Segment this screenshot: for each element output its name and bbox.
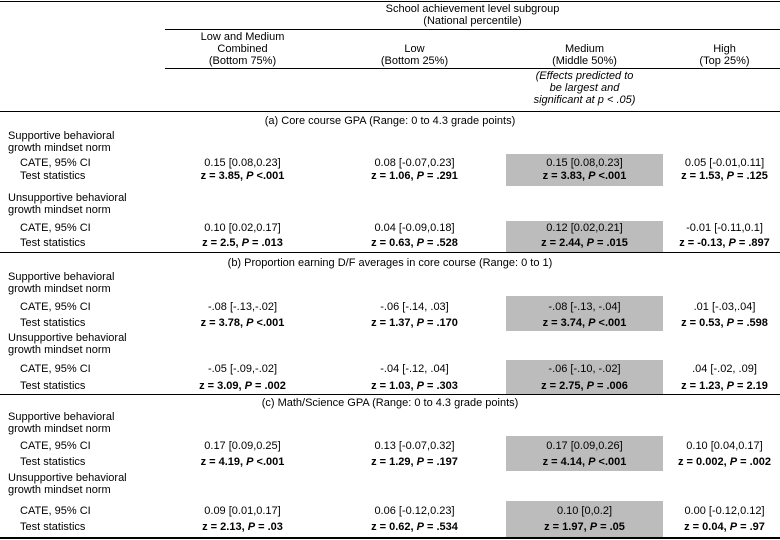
medium-note-line3: significant at p < .05) (533, 94, 636, 106)
c-uns-test-low: z = 0.62, P = .534 (371, 521, 458, 533)
section-b-unsupportive-test-label: Test statistics (20, 380, 86, 392)
section-b-supportive-label-2: growth mindset norm (8, 283, 111, 295)
a-uns-cate-medium: 0.12 [0.02,0.21] (546, 222, 623, 234)
section-a-supportive-label-2: growth mindset norm (8, 142, 111, 154)
a-sup-test-low: z = 1.06, P = .291 (371, 170, 458, 182)
col-header-combined-line1: Low and Medium (200, 31, 285, 43)
section-c-supportive-label-1: Supportive behavioral (8, 411, 115, 423)
c-uns-test-combined: z = 2.13, P = .03 (202, 521, 283, 533)
col-header-combined-line3: (Bottom 75%) (208, 55, 277, 67)
c-uns-cate-combined: 0.09 [0.01,0.17] (204, 505, 281, 517)
b-uns-cate-low: -.04 [-.12, .04] (380, 363, 449, 375)
a-uns-test-high: z = -0.13, P = .897 (679, 237, 770, 249)
section-b-rule (0, 394, 780, 395)
section-b-unsupportive-cate-label: CATE, 95% CI (20, 363, 91, 375)
top-rule (0, 1, 780, 2)
a-sup-cate-low: 0.08 [-0.07,0.23] (374, 157, 455, 169)
section-a-rule (0, 252, 780, 253)
section-a-unsupportive-test-label: Test statistics (20, 237, 86, 249)
group-title: School achievement level subgroup (385, 3, 560, 15)
c-sup-test-combined: z = 4.19, P <.001 (200, 456, 285, 468)
col-header-combined-line2: Combined (217, 43, 268, 55)
col-header-high-line3: (Top 25%) (699, 55, 750, 67)
c-sup-cate-combined: 0.17 [0.09,0.25] (204, 440, 281, 452)
a-uns-cate-high: -0.01 [-0.11,0.1] (686, 222, 763, 234)
section-c-supportive-test-label: Test statistics (20, 456, 86, 468)
b-sup-test-high: z = 0.53, P = .598 (681, 317, 768, 329)
c-sup-cate-high: 0.10 [0.04,0.17] (686, 440, 763, 452)
a-sup-cate-combined: 0.15 [0.08,0.23] (204, 157, 281, 169)
section-a-supportive-test-label: Test statistics (20, 170, 86, 182)
section-b-unsupportive-label-2: growth mindset norm (8, 344, 111, 356)
a-sup-cate-medium: 0.15 [0.08,0.23] (546, 157, 623, 169)
c-uns-cate-low: 0.06 [-0.12,0.23] (374, 505, 455, 517)
section-b-title: (b) Proportion earning D/F averages in core course (Range: 0 to 1) (227, 257, 553, 269)
col-header-medium-line3: (Middle 50%) (552, 55, 617, 67)
c-sup-cate-medium: 0.17 [0.09,0.26] (546, 440, 623, 452)
section-b-unsupportive-label-1: Unsupportive behavioral (8, 332, 127, 344)
section-a-unsupportive-label-1: Unsupportive behavioral (8, 192, 127, 204)
section-c-supportive-label-2: growth mindset norm (8, 423, 111, 435)
a-uns-test-low: z = 0.63, P = .528 (371, 237, 458, 249)
section-a-supportive-label-1: Supportive behavioral (8, 130, 115, 142)
b-uns-test-medium: z = 2.75, P = .006 (541, 380, 628, 392)
section-a-unsupportive-cate-label: CATE, 95% CI (20, 222, 91, 234)
bottom-rule (0, 537, 780, 539)
col-header-medium-line2: Medium (564, 43, 605, 55)
c-sup-test-high: z = 0.002, P = .002 (678, 456, 771, 468)
section-a-supportive-cate-label: CATE, 95% CI (20, 157, 91, 169)
group-subtitle: (National percentile) (423, 15, 522, 27)
section-c-unsupportive-cate-label: CATE, 95% CI (20, 505, 91, 517)
c-uns-cate-medium: 0.10 [0,0.2] (556, 505, 613, 517)
c-sup-test-low: z = 1.29, P = .197 (371, 456, 458, 468)
b-sup-cate-low: -.06 [-.14, .03] (380, 301, 449, 313)
a-sup-cate-high: 0.05 [-0.01,0.11] (684, 157, 765, 169)
col-header-low-line3: (Bottom 25%) (380, 55, 449, 67)
c-uns-test-medium: z = 1.97, P = .05 (544, 521, 625, 533)
b-sup-cate-medium: -.08 [-.13, -.04] (548, 301, 621, 313)
c-uns-test-high: z = 0.04, P = .97 (684, 521, 765, 533)
a-sup-test-medium: z = 3.83, P <.001 (542, 170, 627, 182)
header-rule (165, 68, 780, 69)
section-b-supportive-test-label: Test statistics (20, 317, 86, 329)
section-a-unsupportive-label-2: growth mindset norm (8, 204, 111, 216)
b-sup-cate-combined: -.08 [-.13,-.02] (207, 301, 278, 313)
a-sup-test-combined: z = 3.85, P <.001 (200, 170, 285, 182)
section-c-title: (c) Math/Science GPA (Range: 0 to 4.3 grade points) (261, 397, 519, 409)
b-uns-cate-high: .04 [-.02, .09] (692, 363, 757, 375)
b-uns-test-low: z = 1.03, P = .303 (371, 380, 458, 392)
c-sup-cate-low: 0.13 [-0.07,0.32] (374, 440, 455, 452)
col-header-low-line2: Low (404, 43, 425, 55)
b-uns-cate-medium: -.06 [-.10, -.02] (548, 363, 621, 375)
a-uns-test-medium: z = 2.44, P = .015 (541, 237, 628, 249)
section-c-unsupportive-label-2: growth mindset norm (8, 484, 111, 496)
medium-note-line1: (Effects predicted to (535, 70, 634, 82)
b-uns-test-high: z = 1.23, P = 2.19 (681, 380, 768, 392)
c-sup-test-medium: z = 4.14, P <.001 (542, 456, 627, 468)
section-b-supportive-cate-label: CATE, 95% CI (20, 301, 91, 313)
medium-note-line2: be largest and (549, 82, 620, 94)
b-sup-test-combined: z = 3.78, P <.001 (200, 317, 285, 329)
b-sup-cate-high: .01 [-.03,.04] (693, 301, 756, 313)
section-c-supportive-cate-label: CATE, 95% CI (20, 440, 91, 452)
section-b-supportive-label-1: Supportive behavioral (8, 271, 115, 283)
a-uns-cate-low: 0.04 [-0.09,0.18] (374, 222, 455, 234)
group-rule (165, 29, 780, 30)
a-uns-test-combined: z = 2.5, P = .013 (202, 237, 283, 249)
b-uns-cate-combined: -.05 [-.09,-.02] (207, 363, 278, 375)
a-uns-cate-combined: 0.10 [0.02,0.17] (204, 222, 281, 234)
b-sup-test-medium: z = 3.74, P <.001 (542, 317, 627, 329)
note-rule (0, 111, 780, 112)
c-uns-cate-high: 0.00 [-0.12,0.12] (684, 505, 765, 517)
b-sup-test-low: z = 1.37, P = .170 (371, 317, 458, 329)
a-sup-test-high: z = 1.53, P = .125 (681, 170, 768, 182)
b-uns-test-combined: z = 3.09, P = .002 (199, 380, 286, 392)
section-a-title: (a) Core course GPA (Range: 0 to 4.3 grade points) (264, 115, 516, 127)
section-c-unsupportive-label-1: Unsupportive behavioral (8, 472, 127, 484)
section-c-unsupportive-test-label: Test statistics (20, 521, 86, 533)
col-header-high-line2: High (713, 43, 736, 55)
